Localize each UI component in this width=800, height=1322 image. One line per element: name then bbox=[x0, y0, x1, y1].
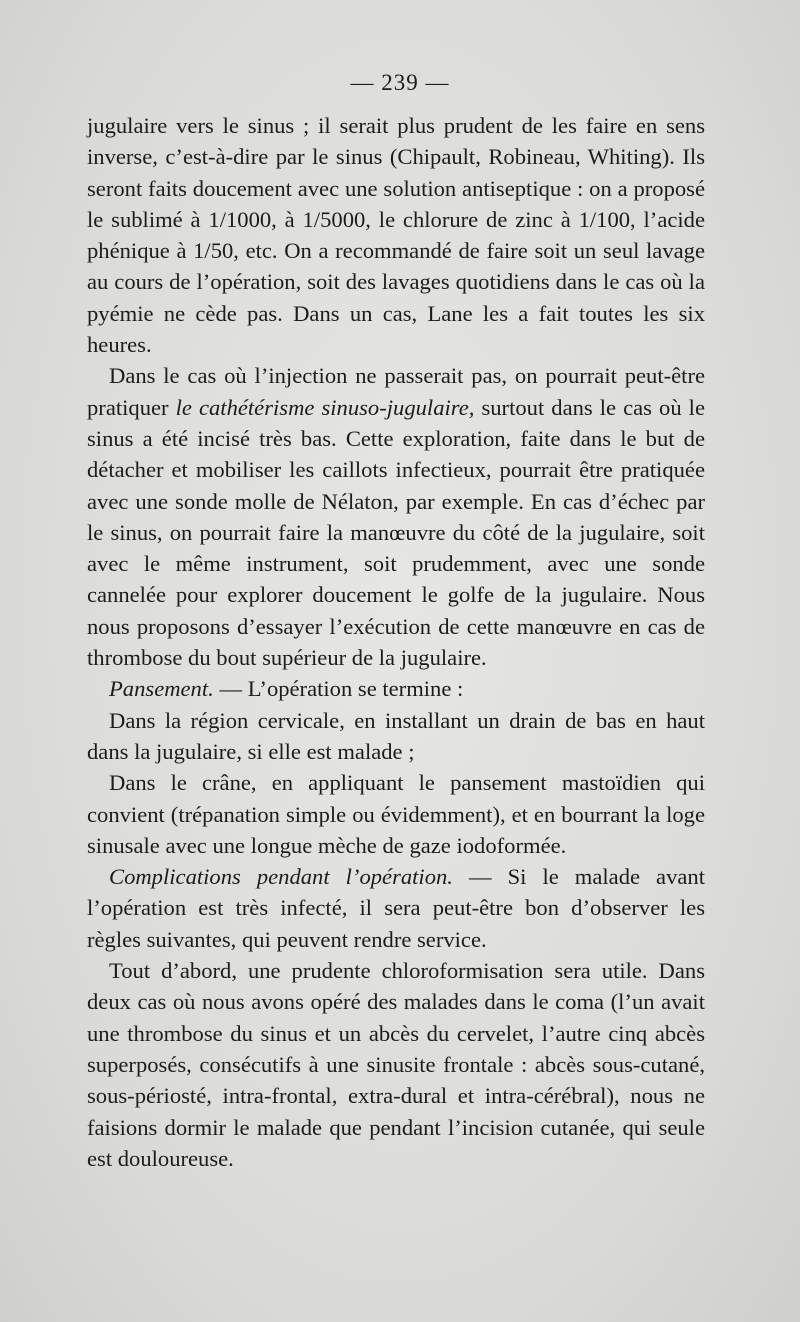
paragraph-text: Tout d’abord, une prudente chloroformisation sera utile. Dans deux cas où nous avons opéré des malades dans le coma (l’un avait une thrombose du sinus et un abcès du cervelet, l’autre cinq abcès superposés, consécutifs à une sinusite frontale : abcès sous-cutané, sous-périosté, intra-frontal, extra-dural et intra-cérébral), nous ne faisions dormir le malade que pendant l’incision cutanée, qui seule est douloureuse. bbox=[87, 958, 705, 1171]
page-number: — 239 — bbox=[350, 70, 450, 95]
paragraph-text: jugulaire vers le sinus ; il serait plus prudent de les faire en sens inverse, c’est-à-dire par le sinus (Chipault, Robineau, Whiting). Ils seront faits doucement avec une solution antiseptique : on a proposé le sublimé à 1/1000, à 1/5000, le chlorure de zinc à 1/100, l’acide phénique à 1/50, etc. On a recommandé de faire soit un seul lavage au cours de l’opération, soit des lavages quotidiens dans le cas où la pyémie ne cède pas. Dans un cas, Lane les a fait toutes les six heures. bbox=[87, 113, 705, 358]
paragraph-text: surtout dans le cas où le sinus a été incisé très bas. Cette exploration, faite dans le but de détacher et mobiliser les caillots infectieux, pourrait être pratiquée avec une sonde molle de Nélaton, par exemple. En cas d’échec par le sinus, on pourrait faire la manœuvre du côté de la jugulaire, soit avec le même instrument, soit prudemment, avec une sonde cannelée pour explorer doucement le golfe de la jugulaire. Nous nous proposons d’essayer l’exécution de cette manœuvre en cas de thrombose du bout supérieur de la jugulaire. bbox=[87, 394, 705, 671]
body-text bbox=[87, 110, 705, 1174]
italic-term: le cathétérisme sinuso-jugulaire, bbox=[175, 394, 475, 420]
paragraph-catheterism bbox=[87, 360, 705, 673]
paragraph-crane bbox=[87, 767, 705, 861]
paragraph-pansement bbox=[87, 673, 705, 704]
paragraph-cervical bbox=[87, 705, 705, 768]
section-lead: Pansement. bbox=[109, 676, 214, 702]
paragraph-chloroform bbox=[87, 955, 705, 1174]
section-lead: Complications pendant l’opération. bbox=[109, 864, 453, 890]
paragraph-continued bbox=[87, 110, 705, 360]
paragraph-text: Dans la région cervicale, en installant un drain de bas en haut dans la jugulaire, si elle est malade ; bbox=[87, 707, 705, 764]
paragraph-text: — L’opération se termine : bbox=[213, 676, 464, 702]
paragraph-complications bbox=[87, 861, 705, 955]
paragraph-text: Dans le cas où l’injection ne passerait pas, on pourrait peut-être pratiquer bbox=[87, 363, 705, 420]
paragraph-text: Dans le crâne, en appliquant le pansement mastoïdien qui convient (trépanation simple ou évidemment), et en bourrant la loge sinusale avec une longue mèche de gaze iodoformée. bbox=[87, 770, 705, 858]
paragraph-text: — Si le malade avant l’opération est très infecté, il sera peut-être bon d’observer les règles suivantes, qui peuvent rendre service. bbox=[87, 864, 705, 952]
